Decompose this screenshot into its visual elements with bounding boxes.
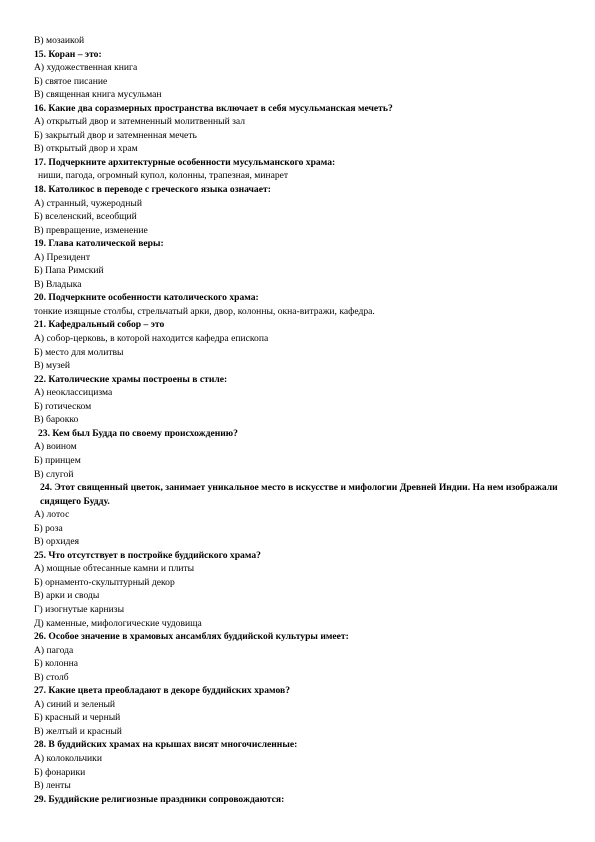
question-text: 20. Подчеркните особенности католического храма: <box>34 292 259 304</box>
question-text: 27. Какие цвета преобладают в декоре буддийских храмов? <box>34 685 290 697</box>
question-text: 15. Коран – это: <box>34 48 102 60</box>
question-text: 24. Этот священный цветок, занимает уникальное место в искусстве и мифологии Древней Индии. На нем изображали сидящего Будду. <box>40 482 558 507</box>
answer-option: В) слугой <box>34 468 74 480</box>
question-text: 23. Кем был Будда по своему происхождению? <box>38 427 238 439</box>
answer-option: А) художественная книга <box>34 62 138 74</box>
answer-option: Б) готическом <box>34 400 92 412</box>
document-page <box>34 34 564 806</box>
answer-option: А) неоклассицизма <box>34 387 113 399</box>
answer-option: А) мощные обтесанные камни и плиты <box>34 563 195 575</box>
question-text: 25. Что отсутствует в постройке буддийского храма? <box>34 549 261 561</box>
question-text: 18. Католикос в переводе с греческого языка означает: <box>34 184 271 196</box>
question-text: 28. В буддийских храмах на крышах висят многочисленные: <box>34 739 298 751</box>
answer-option: А) лотос <box>34 509 70 521</box>
answer-option: Б) Папа Римский <box>34 265 104 277</box>
answer-option: А) воином <box>34 441 77 453</box>
answer-option: Б) закрытый двор и затемненная мечеть <box>34 129 197 141</box>
answer-option: А) синий и зеленый <box>34 698 116 710</box>
answer-option: В) барокко <box>34 414 79 426</box>
answer-option: А) открытый двор и затемненный молитвенный зал <box>34 116 246 128</box>
answer-option: Б) колонна <box>34 658 79 670</box>
answer-option: В) превращение, изменение <box>34 224 148 236</box>
answer-option: Г) изогнутые карнизы <box>34 603 125 615</box>
answer-option: В) Владыка <box>34 278 82 290</box>
answer-option: А) пагода <box>34 644 74 656</box>
answer-option: Б) красный и черный <box>34 712 121 724</box>
answer-option: В) священная книга мусульман <box>34 89 162 101</box>
answer-option: Б) орнаменто-скульптурный декор <box>34 576 175 588</box>
answer-option: А) собор-церковь, в которой находится кафедра епископа <box>34 333 269 345</box>
answer-option: В) арки и своды <box>34 590 100 602</box>
answer-option: Б) фонарики <box>34 766 86 778</box>
question-text: 17. Подчеркните архитектурные особенности мусульманского храма: <box>34 156 336 168</box>
question-text: 21. Кафедральный собор – это <box>34 319 165 331</box>
answer-option: Б) святое писание <box>34 75 108 87</box>
answer-option: А) колокольчики <box>34 752 102 764</box>
question-text: 29. Буддийские религиозные праздники сопровождаются: <box>34 793 285 805</box>
answer-option: А) странный, чужеродный <box>34 197 142 209</box>
answer-option: В) открытый двор и храм <box>34 143 138 155</box>
answer-option: ниши, пагода, огромный купол, колонны, трапезная, минарет <box>38 170 289 182</box>
question-text: 16. Какие два соразмерных пространства включает в себя мусульманская мечеть? <box>34 102 393 114</box>
answer-option: Б) принцем <box>34 454 81 466</box>
question-text: 26. Особое значение в храмовых ансамблях буддийской культуры имеет: <box>34 631 349 643</box>
question-text: 22. Католические храмы построены в стиле: <box>34 373 228 385</box>
answer-option: Д) каменные, мифологические чудовища <box>34 617 202 629</box>
answer-option: В) музей <box>34 360 71 372</box>
answer-option: В) мозаикой <box>34 35 85 46</box>
answer-option: В) орхидея <box>34 536 80 548</box>
answer-option: Б) роза <box>34 522 63 534</box>
answer-option: В) ленты <box>34 780 71 792</box>
answer-option: Б) место для молитвы <box>34 346 124 358</box>
answer-option: Б) вселенский, всеобщий <box>34 211 137 223</box>
answer-option: тонкие изящные столбы, стрельчатый арки, двор, колонны, окна-витражи, кафедра. <box>34 305 375 317</box>
answer-option: А) Президент <box>34 251 91 263</box>
answer-option: В) желтый и красный <box>34 725 122 737</box>
answer-option: В) столб <box>34 671 69 683</box>
question-text: 19. Глава католической веры: <box>34 238 164 250</box>
